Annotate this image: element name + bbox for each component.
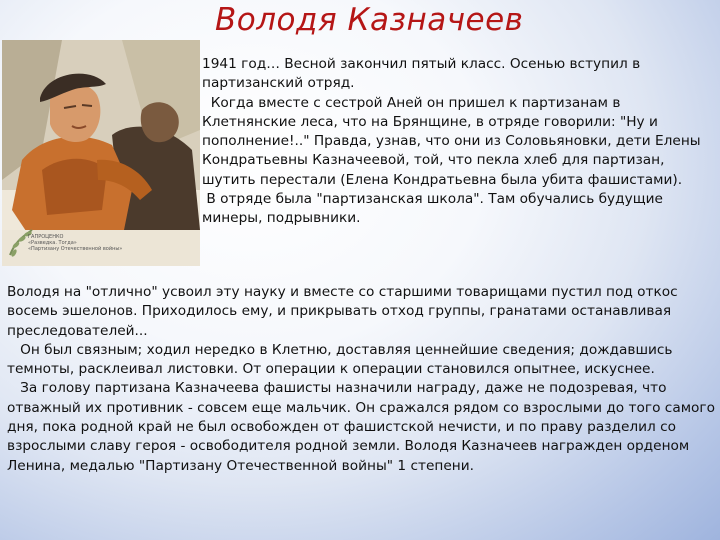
paragraph: За голову партизана Казначеева фашисты назначили награду, даже не подозревая, что отважный их противник - совсем еще мальчик. Он сражался рядом со взрослыми до того самого дня, пока родной край не был освобожден от фашистской нечисти, и по праву разделил со взрослыми славу героя - освободителя родной земли. Володя Казначеев награжден орденом Ленина, медалью "Партизану Отечественной войны" 1 степени. — [7, 380, 720, 474]
paragraph: Когда вместе с сестрой Аней он пришел к партизанам в Клетнянские леса, что на Брянщине, в отряде говорили: "Ну и пополнение!.." Правда, узнав, что они из Соловьяновки, дети Елены Кондратьевны Казначеевой, той, что пекла хлеб для партизан, шутить перестали (Елена Кондратьевна была убита фашистами). — [202, 94, 705, 188]
page-title: Володя Казначеев — [215, 2, 524, 38]
caption-line: «Партизану Отечественной войны» — [28, 246, 123, 252]
paragraph: 1941 год… Весной закончил пятый класс. Осенью вступил в партизанский отряд. — [202, 56, 641, 92]
painting-caption — [28, 234, 148, 252]
painting-illustration — [2, 40, 200, 266]
portrait-painting — [2, 40, 200, 266]
paragraph: Володя на "отлично" усвоил эту науку и вместе со старшими товарищами пустил под откос восемь эшелонов. Приходилось ему, и прикрывать отход группы, гранатами останавливая преследователей... — [7, 284, 678, 339]
body-text-bottom — [7, 283, 720, 476]
paragraph: В отряде была "партизанская школа". Там обучались будущие минеры, подрывники. — [202, 191, 668, 227]
body-text-top — [202, 55, 712, 229]
caption-line: ГАПРОЦЕНКО — [28, 234, 64, 240]
caption-line: «Разведка. Тогда» — [28, 240, 77, 246]
paragraph: Он был связным; ходил нередко в Клетню, доставляя ценнейшие сведения; дождавшись темноты, расклеивал листовки. От операции к операции становился опытнее, искуснее. — [7, 341, 677, 378]
